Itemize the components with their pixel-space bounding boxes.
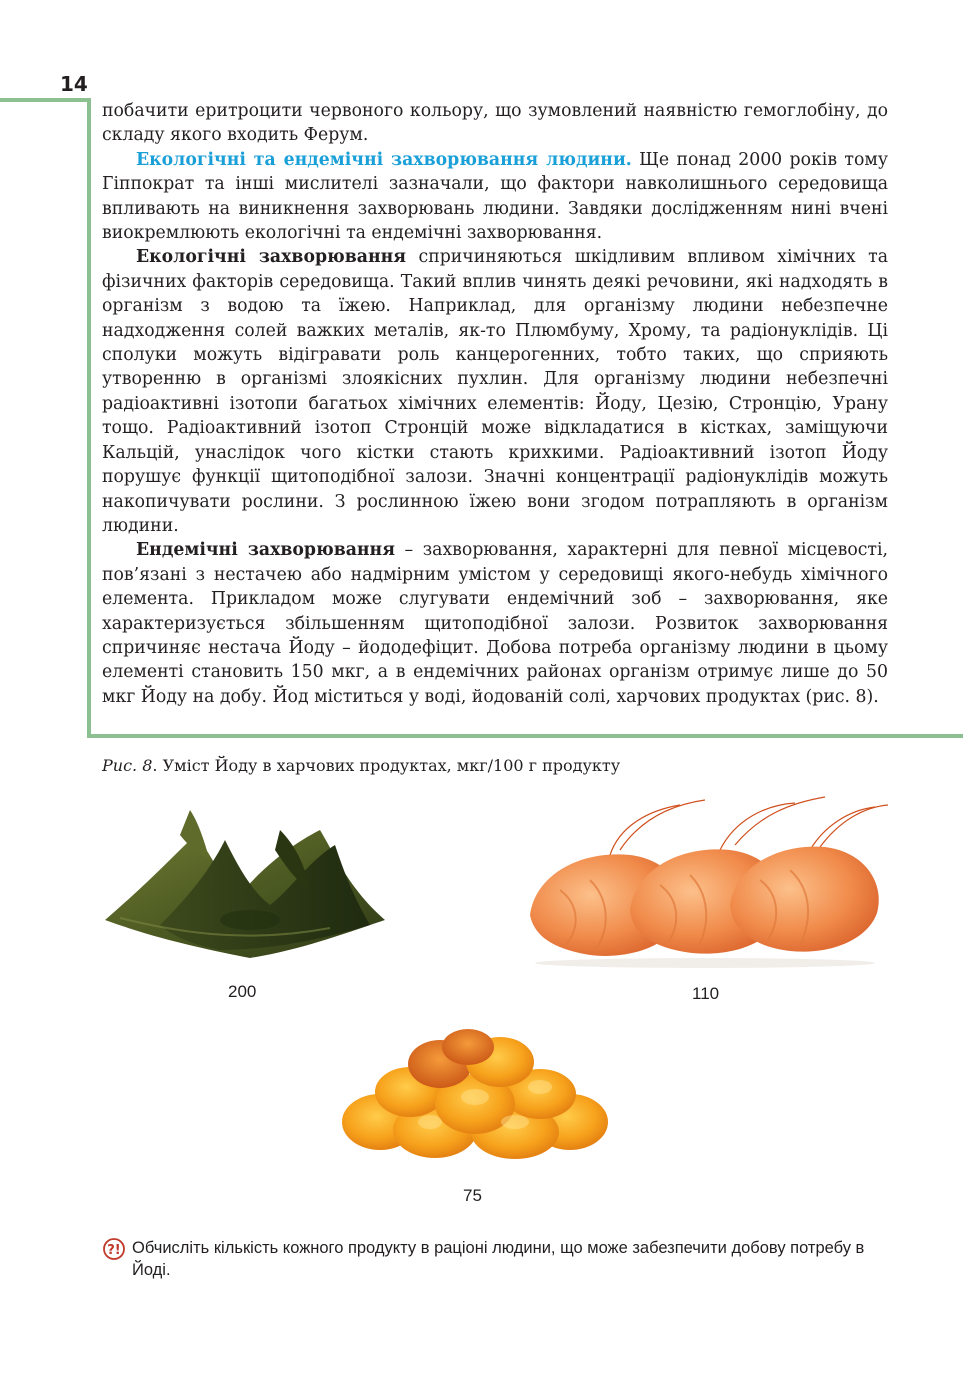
shrimp-value: 110 <box>692 984 720 1003</box>
figure-caption <box>102 756 620 775</box>
seaweed-image <box>100 800 390 975</box>
frame-bottom-border <box>87 734 963 738</box>
frame-top-border <box>0 98 91 102</box>
paragraph-diseases <box>102 148 888 246</box>
caption-label: Рис. 8 <box>102 756 153 775</box>
frame-left-border <box>87 98 91 738</box>
question-icon-glyph: ?! <box>107 1243 121 1258</box>
term-ecological: Екологічні захворювання <box>136 247 407 268</box>
paragraph-diseases-text: Ще понад 2000 років тому Гіппократ та інші мислителі зазначали, що фактори навколишнього середовища впливають на виникнення захворювань людини. Завдяки дослідженням нині вчені виокремлюють екологічні та ендемічні захворювання. <box>102 149 888 244</box>
section-heading: Екологічні та ендемічні захворювання людини. <box>136 149 632 170</box>
question-block <box>102 1237 902 1281</box>
dried-apricots-image <box>340 1022 610 1162</box>
paragraph-endemic <box>102 538 888 709</box>
caption-text: . Уміст Йоду в харчових продуктах, мкг/100 г продукту <box>152 756 621 775</box>
paragraph-intro: побачити еритроцити червоного кольору, що зумовлений наявністю гемоглобіну, до складу якого входить Ферум. <box>102 101 888 146</box>
seaweed-value: 200 <box>228 982 257 1001</box>
main-text <box>102 99 888 709</box>
question-exclamation-icon <box>102 1238 126 1260</box>
page-number: 14 <box>60 72 88 96</box>
paragraph-ecological <box>102 245 888 538</box>
paragraph-endemic-text: – захворювання, характерні для певної місцевості, пов’язані з нестачею або надмірним умістом у середовищі якого-небудь хімічного елемента. Прикладом може слугувати ендемічний зоб – захворювання, яке характеризується збільшенням щитоподібної залози. Розвиток захворювання спричиняє нестача Йоду – йододефіцит. Добова потреба організму людини в цьому елементі становить 150 мкг, а в ендемічних районах організм отримує лише до 50 мкг Йоду на добу. Йод міститься у воді, йодованій солі, харчових продуктах (рис. 8). <box>102 540 888 707</box>
apricots-value: 75 <box>463 1186 482 1205</box>
question-text: Обчисліть кількість кожного продукту в раціоні людини, що може забезпечити добову потребу в Йоді. <box>132 1239 865 1279</box>
paragraph-ecological-text: спричиняються шкідливим впливом хімічних та фізичних факторів середовища. Такий вплив чинять деякі речовини, які надходять в організм з водою та їжею. Наприклад, для організму людини небезпечне надходження солей важких металів, як-то Плюмбуму, Хрому, та радіонуклідів. Ці сполуки можуть відігравати роль канцерогенних, тобто таких, що сприяють утворенню в організмі злоякісних пухлин. Для організму людини небезпечні радіоактивні ізотопи багатьох хімічних елементів: Йоду, Цезію, Стронцію, Урану тощо. Радіоактивний ізотоп Стронцій може відкладатися в кістках, заміщуючи Кальцій, унаслідок чого кістки стають крихкими. Радіоактивний ізотоп Йоду порушує функції щитоподібної залози. Значні концентрації радіонуклідів можуть накопичувати рослини. З рослинною їжею вони згодом потрапляють в організм людини. <box>102 247 888 536</box>
shrimp-image <box>520 795 890 970</box>
term-endemic: Ендемічні захворювання <box>136 540 395 561</box>
